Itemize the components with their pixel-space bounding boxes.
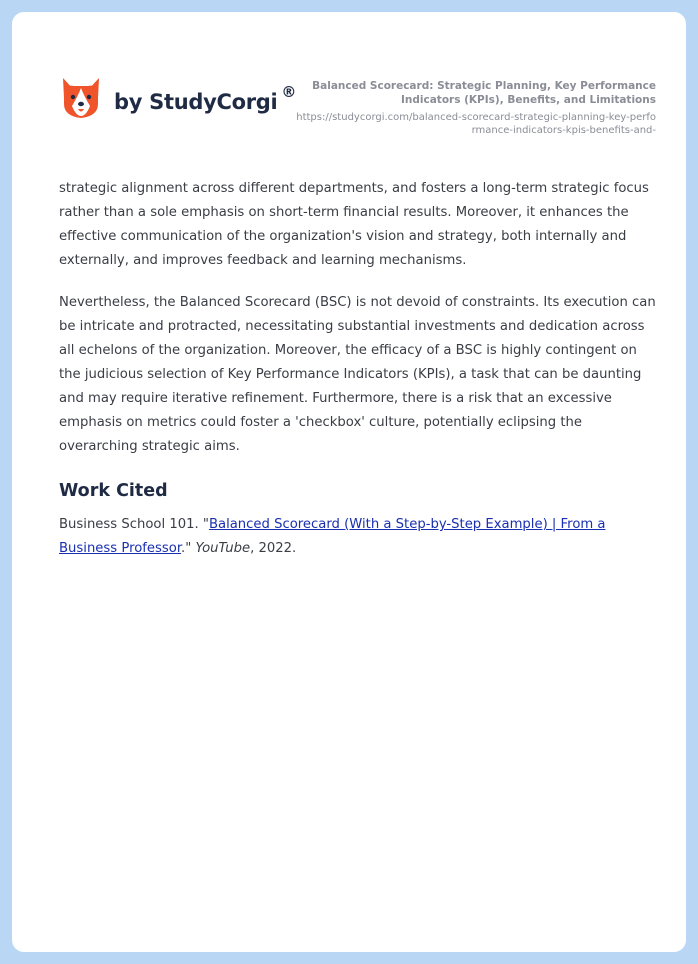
body-paragraph: strategic alignment across different departments, and fosters a long-term strategic focus rather than a sole emphasis on short-term financial results. Moreover, it enhances the effective communication of the organization's vision and strategy, both internally and externally, and improves feedback and learning mechanisms.	[59, 181, 649, 268]
document-page	[12, 12, 686, 952]
citation-suffix: , 2022.	[250, 541, 297, 556]
page-header	[60, 74, 656, 144]
registered-mark: ®	[281, 83, 297, 101]
citation-mid: ."	[181, 541, 196, 556]
brand-name: by StudyCorgi ®	[114, 83, 297, 114]
citation-link[interactable]: Balanced Scorecard (With a Step-by-Step Example) | From a Business Professor	[59, 517, 606, 556]
document-meta	[296, 79, 656, 137]
document-body	[59, 177, 659, 579]
document-url[interactable]: https://studycorgi.com/balanced-scorecard-strategic-planning-key-performance-indicators-kpis-benefits-and-	[296, 112, 656, 136]
studycorgi-logo[interactable]	[60, 76, 296, 120]
works-cited-heading: Work Cited	[59, 481, 168, 501]
body-paragraph: Nevertheless, the Balanced Scorecard (BSC) is not devoid of constraints. Its execution can be intricate and protracted, necessitating substantial investments and dedication across all echelons of the organization. Moreover, the efficacy of a BSC is highly contingent on the judicious selection of Key Performance Indicators (KPIs), a task that can be daunting and may require iterative refinement. Furthermore, there is a risk that an excessive emphasis on metrics could foster a 'checkbox' culture, potentially eclipsing the overarching strategic aims.	[59, 295, 656, 454]
citation-entry	[59, 513, 659, 561]
citation-prefix: Business School 101. "	[59, 517, 209, 532]
corgi-logo-icon	[60, 76, 102, 120]
citation-source: YouTube	[195, 541, 251, 556]
document-title: Balanced Scorecard: Strategic Planning, Key Performance Indicators (KPIs), Benefits, and Limitations	[312, 80, 656, 106]
